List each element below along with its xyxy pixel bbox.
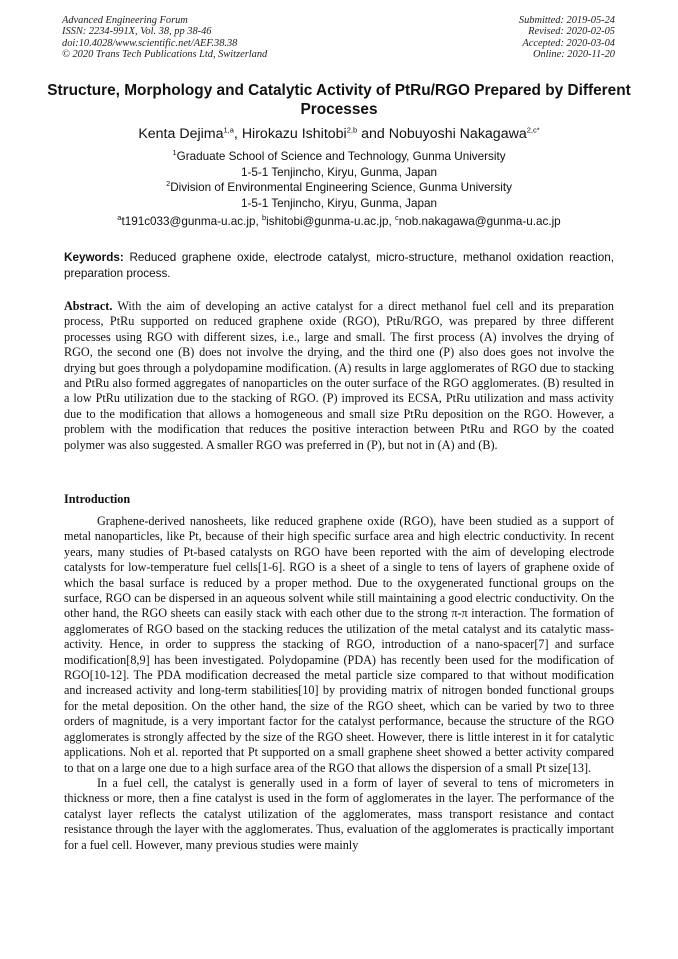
keywords-block — [64, 250, 614, 281]
email-marker: c — [394, 213, 399, 223]
affiliations — [40, 149, 638, 211]
email-marker: b — [261, 213, 267, 223]
online-date: Online: 2020-11-20 — [532, 49, 615, 61]
email-address: nob.nakagawa@gunma-u.ac.jp — [398, 215, 561, 228]
body-paragraph: In a fuel cell, the catalyst is generally used in a form of layer of several to tens of micrometers in thickness or more, then a fine catalyst is used in the form of agglomerates in the layer. The performance of the catalyst layer reflects the catalyst utilization of the agglomerates, mass transport resistance and contact resistance through the layer with the agglomerates. Thus, evaluation of the agglomerates is practically important for a fuel cell. However, many previous studies were mainly — [64, 775, 614, 852]
author-name: Hirokazu Ishitobi — [241, 126, 347, 142]
submitted-date: Submitted: 2019-05-24 — [518, 15, 615, 26]
paper-title: Structure, Morphology and Catalytic Activity of PtRu/RGO Prepared by Different Processes — [47, 82, 631, 118]
author-name: Nobuyoshi Nakagawa — [388, 126, 527, 142]
email-address: t191c033@gunma-u.ac.jp, — [121, 215, 262, 228]
affil-institution: Graduate School of Science and Technology, Gunma University — [176, 150, 506, 163]
author-affil-marker: 2,b — [346, 125, 358, 135]
email-marker: a — [117, 213, 122, 223]
journal-header-left — [62, 15, 267, 61]
affiliation-2 — [40, 180, 638, 196]
author-separator: and — [357, 126, 389, 142]
email-address: ishitobi@gunma-u.ac.jp, — [266, 215, 395, 228]
author-separator: , — [233, 126, 242, 142]
issn-line: ISSN: 2234-991X, Vol. 38, pp 38-46 — [62, 26, 212, 38]
introduction-body — [64, 514, 614, 853]
copyright-line: © 2020 Trans Tech Publications Ltd, Switzerland — [62, 49, 268, 61]
affil-address: 1-5-1 Tenjincho, Kiryu, Gunma, Japan — [241, 165, 437, 179]
revised-date: Revised: 2020-02-05 — [528, 26, 615, 38]
affil-address: 1-5-1 Tenjincho, Kiryu, Gunma, Japan — [241, 196, 437, 210]
abstract-block — [64, 299, 614, 453]
journal-header-right — [519, 15, 615, 61]
affil-marker: 1 — [172, 148, 177, 158]
author-list — [40, 125, 638, 143]
author-name: Kenta Dejima — [138, 126, 224, 142]
author-affil-marker: 1,a — [223, 125, 234, 135]
keywords-text: Reduced graphene oxide, electrode catalyst, micro-structure, methanol oxidation reaction, preparation process. — [64, 251, 614, 280]
affiliation-1 — [40, 149, 638, 165]
author-affil-marker: 2,c* — [526, 125, 540, 135]
body-paragraph: Graphene-derived nanosheets, like reduced graphene oxide (RGO), have been studied as a support of metal nanoparticles, like Pt, because of their high specific surface area and high electric conductivity. In recent years, many studies of Pt-based catalysts on RGO have been reported with the aim of developing electrode catalysts for low-temperature fuel cells[1-6]. RGO is a sheet of a single to tens of layers of graphene oxide of which the basal surface is reduced by a proper method. Due to the oxygenerated functional groups on the surface, RGO can be dispersed in an aqueous solvent while still maintaining a good electric conductivity. On the other hand, the RGO sheets can easily stack with each other due to the strong π-π interaction. The formation of agglomerates of RGO based on the stacking reduces the utilization of the metal catalyst and its catalytic mass-activity. Hence, in order to suppress the stacking of RGO, introduction of a nano-spacer[7] and surface modification[8,9] has been investigated. Polydopamine (PDA) has recently been used for the modification of RGO[10-12]. The PDA modification decreased the metal particle size compared to that without modification and increased activity and long-term stabilities[10] by providing matrix of nitrogen bonded functional groups for the metal deposition. On the other hand, the size of the RGO sheet, which can be varied by two to three orders of magnitude, is a very important factor for the catalyst performance, because the structure of the RGO agglomerates is strongly affected by the size of the RGO sheet. However, there is little interest in it for catalytic applications. Noh et al. reported that Pt supported on a small graphene sheet showed a better activity compared to that on a large one due to a high surface area of the RGO that allows the dispersion of a small Pt size[13]. — [64, 514, 614, 775]
accepted-date: Accepted: 2020-03-04 — [522, 37, 615, 49]
abstract-label: Abstract. — [64, 299, 113, 313]
affil-marker: 2 — [166, 179, 171, 189]
doi-line: doi:10.4028/www.scientific.net/AEF.38.38 — [62, 37, 238, 49]
keywords-label: Keywords: — [64, 251, 124, 264]
author-emails — [40, 215, 638, 229]
abstract-text: With the aim of developing an active catalyst for a direct methanol fuel cell and its preparation process, PtRu supported on reduced graphene oxide (RGO), PtRu/RGO, was prepared by three different processes using RGO with different sizes, i.e., large and small. The first process (A) involves the drying of RGO, the second one (B) does not involve the drying, and the third one (P) also does goes not involve the drying but goes through a polydopamine modification. (A) results in large agglomerates of RGO due to stacking and PtRu also formed aggregates of nanoparticles on the outer surface of the RGO agglomerates. (B) resulted in a low PtRu utilization due to the stacking of RGO. (P) improved its ECSA, PtRu utilization and mass activity due to the modification that allows a homogeneous and small size PtRu deposition on the RGO. However, a problem with the modification that reduces the positive interaction between PtRu and RGO by the coated polymer was also suggested. A smaller RGO was preferred in (P), but not in (A) and (B). — [64, 299, 614, 452]
section-heading: Introduction — [64, 492, 131, 506]
journal-name: Advanced Engineering Forum — [62, 15, 188, 26]
affil-institution: Division of Environmental Engineering Science, Gunma University — [170, 181, 512, 194]
